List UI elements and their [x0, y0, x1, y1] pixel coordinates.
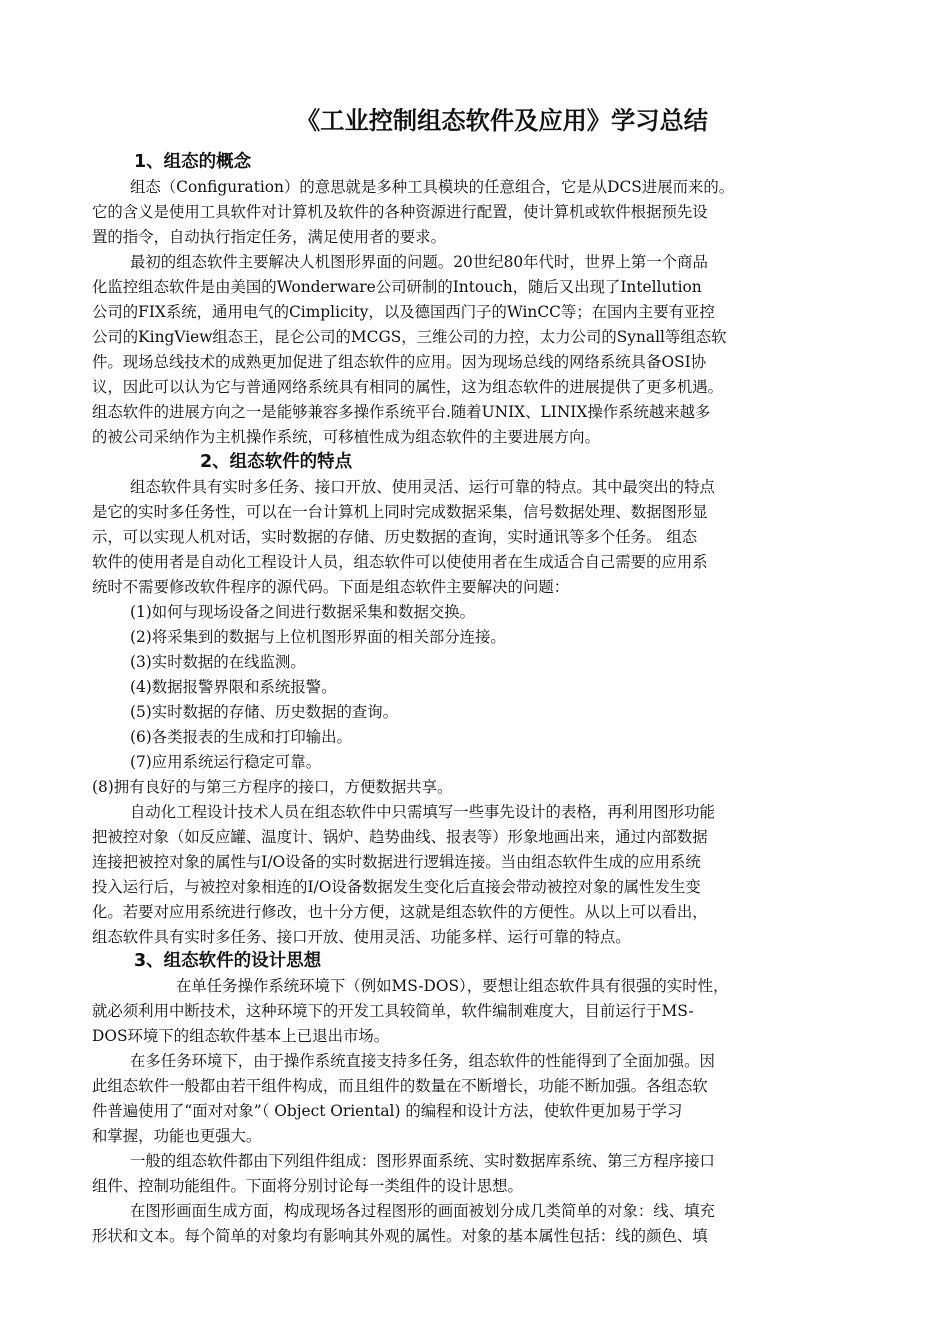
section-heading-design: 3、组态软件的设计思想	[134, 951, 322, 971]
paragraph-line: 公司的KingView组态王，昆仑公司的MCGS，三维公司的力控，太力公司的Synall等组态软	[92, 328, 727, 346]
paragraph-line: 组态软件具有实时多任务、接口开放、使用灵活、运行可靠的特点。其中最突出的特点	[130, 478, 715, 496]
paragraph-line: 是它的实时多任务性，可以在一台计算机上同时完成数据采集，信号数据处理、数据图形显	[92, 503, 708, 521]
paragraph-line: 化。若要对应用系统进行修改，也十分方便，这就是组态软件的方便性。从以上可以看出，	[92, 903, 708, 921]
paragraph-line: 统时不需要修改软件程序的源代码。下面是组态软件主要解决的问题：	[92, 578, 570, 596]
paragraph-line: 一般的组态软件都由下列组件组成：图形界面系统、实时数据库系统、第三方程序接口	[130, 1152, 715, 1170]
paragraph-line: 自动化工程设计技术人员在组态软件中只需填写一些事先设计的表格，再利用图形功能	[130, 803, 715, 821]
paragraph-line: 化监控组态软件是由美国的Wonderware公司研制的Intouch，随后又出现了Intellution	[92, 278, 702, 296]
list-item: (8)拥有良好的与第三方程序的接口，方便数据共享。	[92, 778, 453, 796]
paragraph-line: 的被公司采纳作为主机操作系统，可移植性成为组态软件的主要进展方向。	[92, 428, 600, 446]
paragraph-line: 在多任务环境下，由于操作系统直接支持多任务，组态软件的性能得到了全面加强。因	[130, 1052, 715, 1070]
paragraph-line: 此组态软件一般都由若干组件构成，而且组件的数量在不断增长，功能不断加强。各组态软	[92, 1077, 708, 1095]
list-item: (6)各类报表的生成和打印输出。	[130, 728, 352, 746]
section-heading-concept: 1、组态的概念	[134, 152, 252, 172]
list-item: (5)实时数据的存储、历史数据的查询。	[130, 703, 399, 721]
paragraph-line: 连接把被控对象的属性与I/O设备的实时数据进行逻辑连接。当由组态软件生成的应用系统	[92, 853, 701, 871]
paragraph-line: 软件的使用者是自动化工程设计人员，组态软件可以使使用者在生成适合自己需要的应用系	[92, 553, 708, 571]
paragraph-line: 和掌握，功能也更强大。	[92, 1127, 262, 1145]
list-item: (4)数据报警界限和系统报警。	[130, 678, 337, 696]
paragraph-line: 组态软件具有实时多任务、接口开放、使用灵活、功能多样、运行可靠的特点。	[92, 928, 631, 946]
paragraph-line: 置的指令，自动执行指定任务，满足使用者的要求。	[92, 228, 446, 246]
list-item: (3)实时数据的在线监测。	[130, 653, 306, 671]
paragraph-line: 议，因此可以认为它与普通网络系统具有相同的属性，这为组态软件的进展提供了更多机遇。	[92, 378, 724, 396]
paragraph-line: 件。现场总线技术的成熟更加促进了组态软件的应用。因为现场总线的网络系统具备OSI协	[92, 353, 707, 371]
paragraph-line: 组态（Configuration）的意思就是多种工具模块的任意组合，它是从DCS进展而来的。	[130, 178, 735, 196]
paragraph-line: 在图形画面生成方面，构成现场各过程图形的画面被划分成几类简单的对象：线、填充	[130, 1202, 715, 1220]
paragraph-line: 组态软件的进展方向之一是能够兼容多操作系统平台.随着UNIX、LINIX操作系统越来越多	[92, 403, 711, 421]
document-title: 《工业控制组态软件及应用》学习总结	[296, 106, 708, 135]
paragraph-line: 它的含义是使用工具软件对计算机及软件的各种资源进行配置，使计算机或软件根据预先设	[92, 203, 708, 221]
list-item: (2)将采集到的数据与上位机图形界面的相关部分连接。	[130, 628, 506, 646]
section-heading-features: 2、组态软件的特点	[200, 452, 353, 472]
paragraph-line: 就必须利用中断技术，这种环境下的开发工具较简单，软件编制难度大，目前运行于MS-	[92, 1002, 694, 1020]
list-item: (1)如何与现场设备之间进行数据采集和数据交换。	[130, 603, 476, 621]
paragraph-line: 示，可以实现人机对话，实时数据的存储、历史数据的查询，实时通讯等多个任务。 组态	[92, 528, 698, 546]
paragraph-line: 在单任务操作系统环境下（例如MS-DOS），要想让组态软件具有很强的实时性，	[176, 977, 729, 995]
paragraph-line: 件普遍使用了“面对对象”（ Object Oriental) 的编程和设计方法，使软件更加易于学习	[92, 1102, 683, 1120]
paragraph-line: 公司的FIX系统，通用电气的Cimplicity，以及德国西门子的WinCC等；在国内主要有亚控	[92, 303, 715, 321]
paragraph-line: 组件、控制功能组件。下面将分别讨论每一类组件的设计思想。	[92, 1177, 523, 1195]
list-item: (7)应用系统运行稳定可靠。	[130, 753, 322, 771]
paragraph-line: 最初的组态软件主要解决人机图形界面的问题。20世纪80年代时，世界上第一个商品	[130, 253, 708, 271]
paragraph-line: 投入运行后，与被控对象相连的I/O设备数据发生变化后直接会带动被控对象的属性发生变	[92, 878, 701, 896]
paragraph-line: 形状和文本。每个简单的对象均有影响其外观的属性。对象的基本属性包括：线的颜色、填	[92, 1227, 708, 1245]
paragraph-line: 把被控对象（如反应罐、温度计、锅炉、趋势曲线、报表等）形象地画出来，通过内部数据	[92, 828, 708, 846]
paragraph-line: DOS环境下的组态软件基本上已退出市场。	[92, 1027, 390, 1045]
